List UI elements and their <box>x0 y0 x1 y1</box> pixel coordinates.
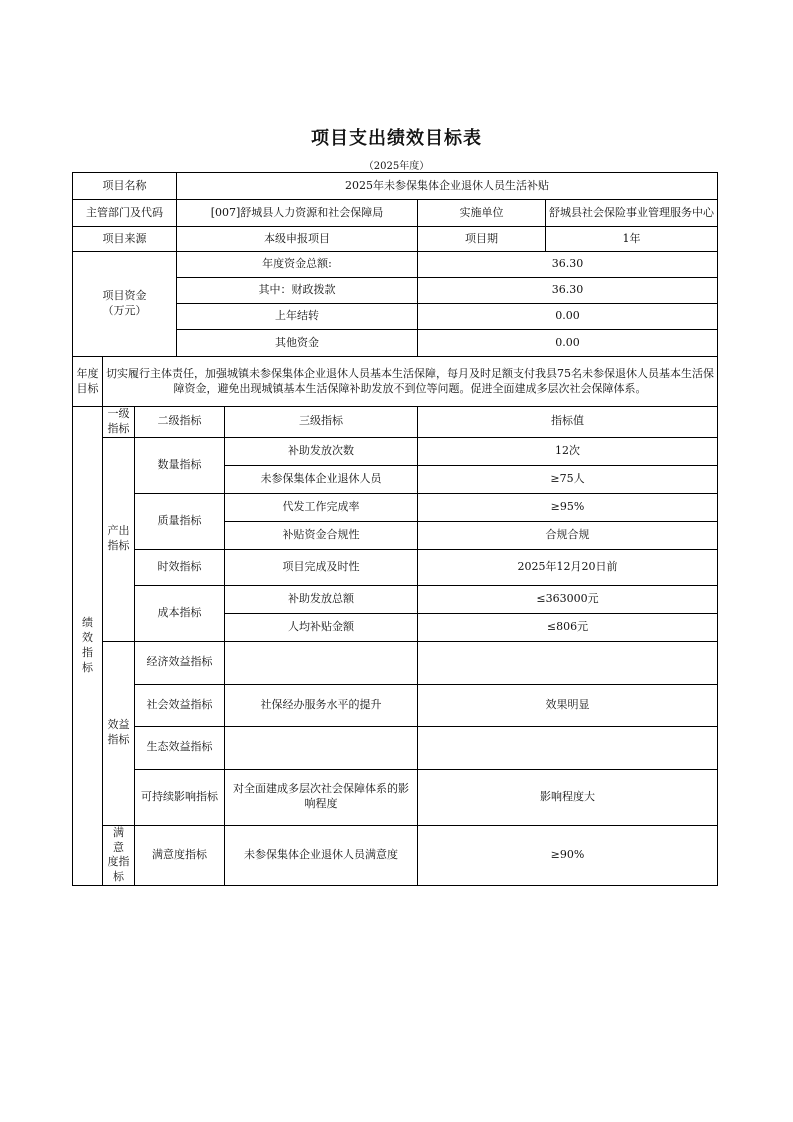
impl-unit-value: 舒城县社会保险事业管理服务中心 <box>546 200 718 227</box>
dept-value: [007]舒城县人力资源和社会保障局 <box>177 200 418 227</box>
indicator-value: 2025年12月20日前 <box>418 549 718 585</box>
source-value: 本级申报项目 <box>177 227 418 252</box>
benefit-label-line2: 指标 <box>107 733 130 747</box>
indicator-name: 社保经办服务水平的提升 <box>225 684 418 726</box>
period-value: 1年 <box>546 227 718 252</box>
project-name-label: 项目名称 <box>73 173 177 200</box>
lvl1-header-line2: 指标 <box>107 421 130 435</box>
funds-total-value: 36.30 <box>418 252 718 278</box>
source-label: 项目来源 <box>73 227 177 252</box>
indicator-name: 补助发放总额 <box>225 585 418 613</box>
goal-label-line1: 年度 <box>76 366 99 380</box>
indicator-name: 补贴资金合规性 <box>225 521 418 549</box>
indicator-name: 补助发放次数 <box>225 437 418 465</box>
funds-finance-value: 36.30 <box>418 278 718 304</box>
indicator-value: ≤363000元 <box>418 585 718 613</box>
indicator-value: 效果明显 <box>418 684 718 726</box>
funds-label <box>73 252 177 357</box>
satisfaction-label: 满意度指标 <box>135 825 225 885</box>
output-label-line2: 指标 <box>107 539 130 553</box>
table-row <box>73 437 718 465</box>
impl-unit-label: 实施单位 <box>418 200 546 227</box>
perf-label-char: 效 <box>82 631 93 645</box>
row-department <box>73 200 718 227</box>
goal-label <box>73 357 103 407</box>
row-funds-total <box>73 252 718 278</box>
indicator-name: 人均补贴金额 <box>225 613 418 641</box>
perf-label <box>73 407 103 886</box>
satisfaction-label-char: 满 <box>113 825 124 839</box>
table-row <box>73 641 718 684</box>
funds-finance-label: 其中：财政拨款 <box>177 278 418 304</box>
perf-label-char: 标 <box>82 660 93 674</box>
indicator-value: ≥95% <box>418 493 718 521</box>
lvl1-header-line1: 一级 <box>107 407 130 420</box>
row-perf-header <box>73 407 718 438</box>
row-source <box>73 227 718 252</box>
quality-label: 质量指标 <box>135 493 225 549</box>
timeliness-label: 时效指标 <box>135 549 225 585</box>
table-row <box>73 493 718 521</box>
satisfaction-label-char: 度指 <box>107 855 130 869</box>
cost-label: 成本指标 <box>135 585 225 641</box>
indicator-name <box>225 769 418 825</box>
indicator-name <box>225 726 418 769</box>
indicator-name: 未参保集体企业退休人员满意度 <box>225 825 418 885</box>
funds-other-label: 其他资金 <box>177 330 418 357</box>
dept-label: 主管部门及代码 <box>73 200 177 227</box>
sustainable-name-line1: 对全面建成多层次社会保障体系的影 <box>233 782 409 796</box>
lvl1-header <box>103 407 135 438</box>
row-project-name <box>73 173 718 200</box>
indicator-value <box>418 726 718 769</box>
sustainable-label: 可持续影响指标 <box>135 769 225 825</box>
indicator-value <box>418 641 718 684</box>
value-header: 指标值 <box>418 407 718 438</box>
funds-label-line2: （万元） <box>102 304 147 317</box>
output-label-line1: 产出 <box>107 524 130 538</box>
output-label <box>103 437 135 641</box>
table-row <box>73 825 718 885</box>
funds-carryover-label: 上年结转 <box>177 304 418 330</box>
indicator-name <box>225 641 418 684</box>
indicator-value: 12次 <box>418 437 718 465</box>
performance-target-table <box>72 172 718 886</box>
satisfaction-label-char: 意 <box>113 840 124 854</box>
table-row <box>73 769 718 825</box>
period-label: 项目期 <box>418 227 546 252</box>
table-row <box>73 549 718 585</box>
table-row <box>73 585 718 613</box>
economic-label: 经济效益指标 <box>135 641 225 684</box>
page-subtitle-year: （2025年度） <box>363 161 430 172</box>
indicator-name: 未参保集体企业退休人员 <box>225 465 418 493</box>
satisfaction-lvl1-label <box>103 825 135 885</box>
table-row <box>73 684 718 726</box>
row-annual-goal <box>73 357 718 407</box>
social-label: 社会效益指标 <box>135 684 225 726</box>
quantity-label: 数量指标 <box>135 437 225 493</box>
satisfaction-label-char: 标 <box>113 870 124 884</box>
sustainable-name-line2: 响程度 <box>304 797 338 811</box>
table-row <box>73 726 718 769</box>
goal-label-line2: 目标 <box>76 381 99 395</box>
ecological-label: 生态效益指标 <box>135 726 225 769</box>
benefit-label <box>103 641 135 825</box>
indicator-name: 项目完成及时性 <box>225 549 418 585</box>
funds-label-line1: 项目资金 <box>102 289 147 303</box>
goal-text: 切实履行主体责任，加强城镇未参保集体企业退休人员基本生活保障，每月及时足额支付我县75名未参保退休人员基本生活保障资金，避免出现城镇基本生活保障补助发放不到位等问题。促进全面建成多层次社会保障体系。 <box>103 357 718 407</box>
indicator-value: 影响程度大 <box>418 769 718 825</box>
lvl2-header: 二级指标 <box>135 407 225 438</box>
indicator-value: ≥75人 <box>418 465 718 493</box>
funds-total-label: 年度资金总额: <box>177 252 418 278</box>
page-title: 项目支出绩效目标表 <box>311 128 482 149</box>
indicator-value: 合规合规 <box>418 521 718 549</box>
perf-label-char: 绩 <box>82 616 93 630</box>
benefit-label-line1: 效益 <box>107 718 130 732</box>
funds-other-value: 0.00 <box>418 330 718 357</box>
lvl3-header: 三级指标 <box>225 407 418 438</box>
funds-carryover-value: 0.00 <box>418 304 718 330</box>
perf-label-char: 指 <box>82 646 93 660</box>
indicator-name: 代发工作完成率 <box>225 493 418 521</box>
indicator-value: ≤806元 <box>418 613 718 641</box>
project-name-value: 2025年未参保集体企业退休人员生活补贴 <box>177 173 718 200</box>
indicator-value: ≥90% <box>418 825 718 885</box>
